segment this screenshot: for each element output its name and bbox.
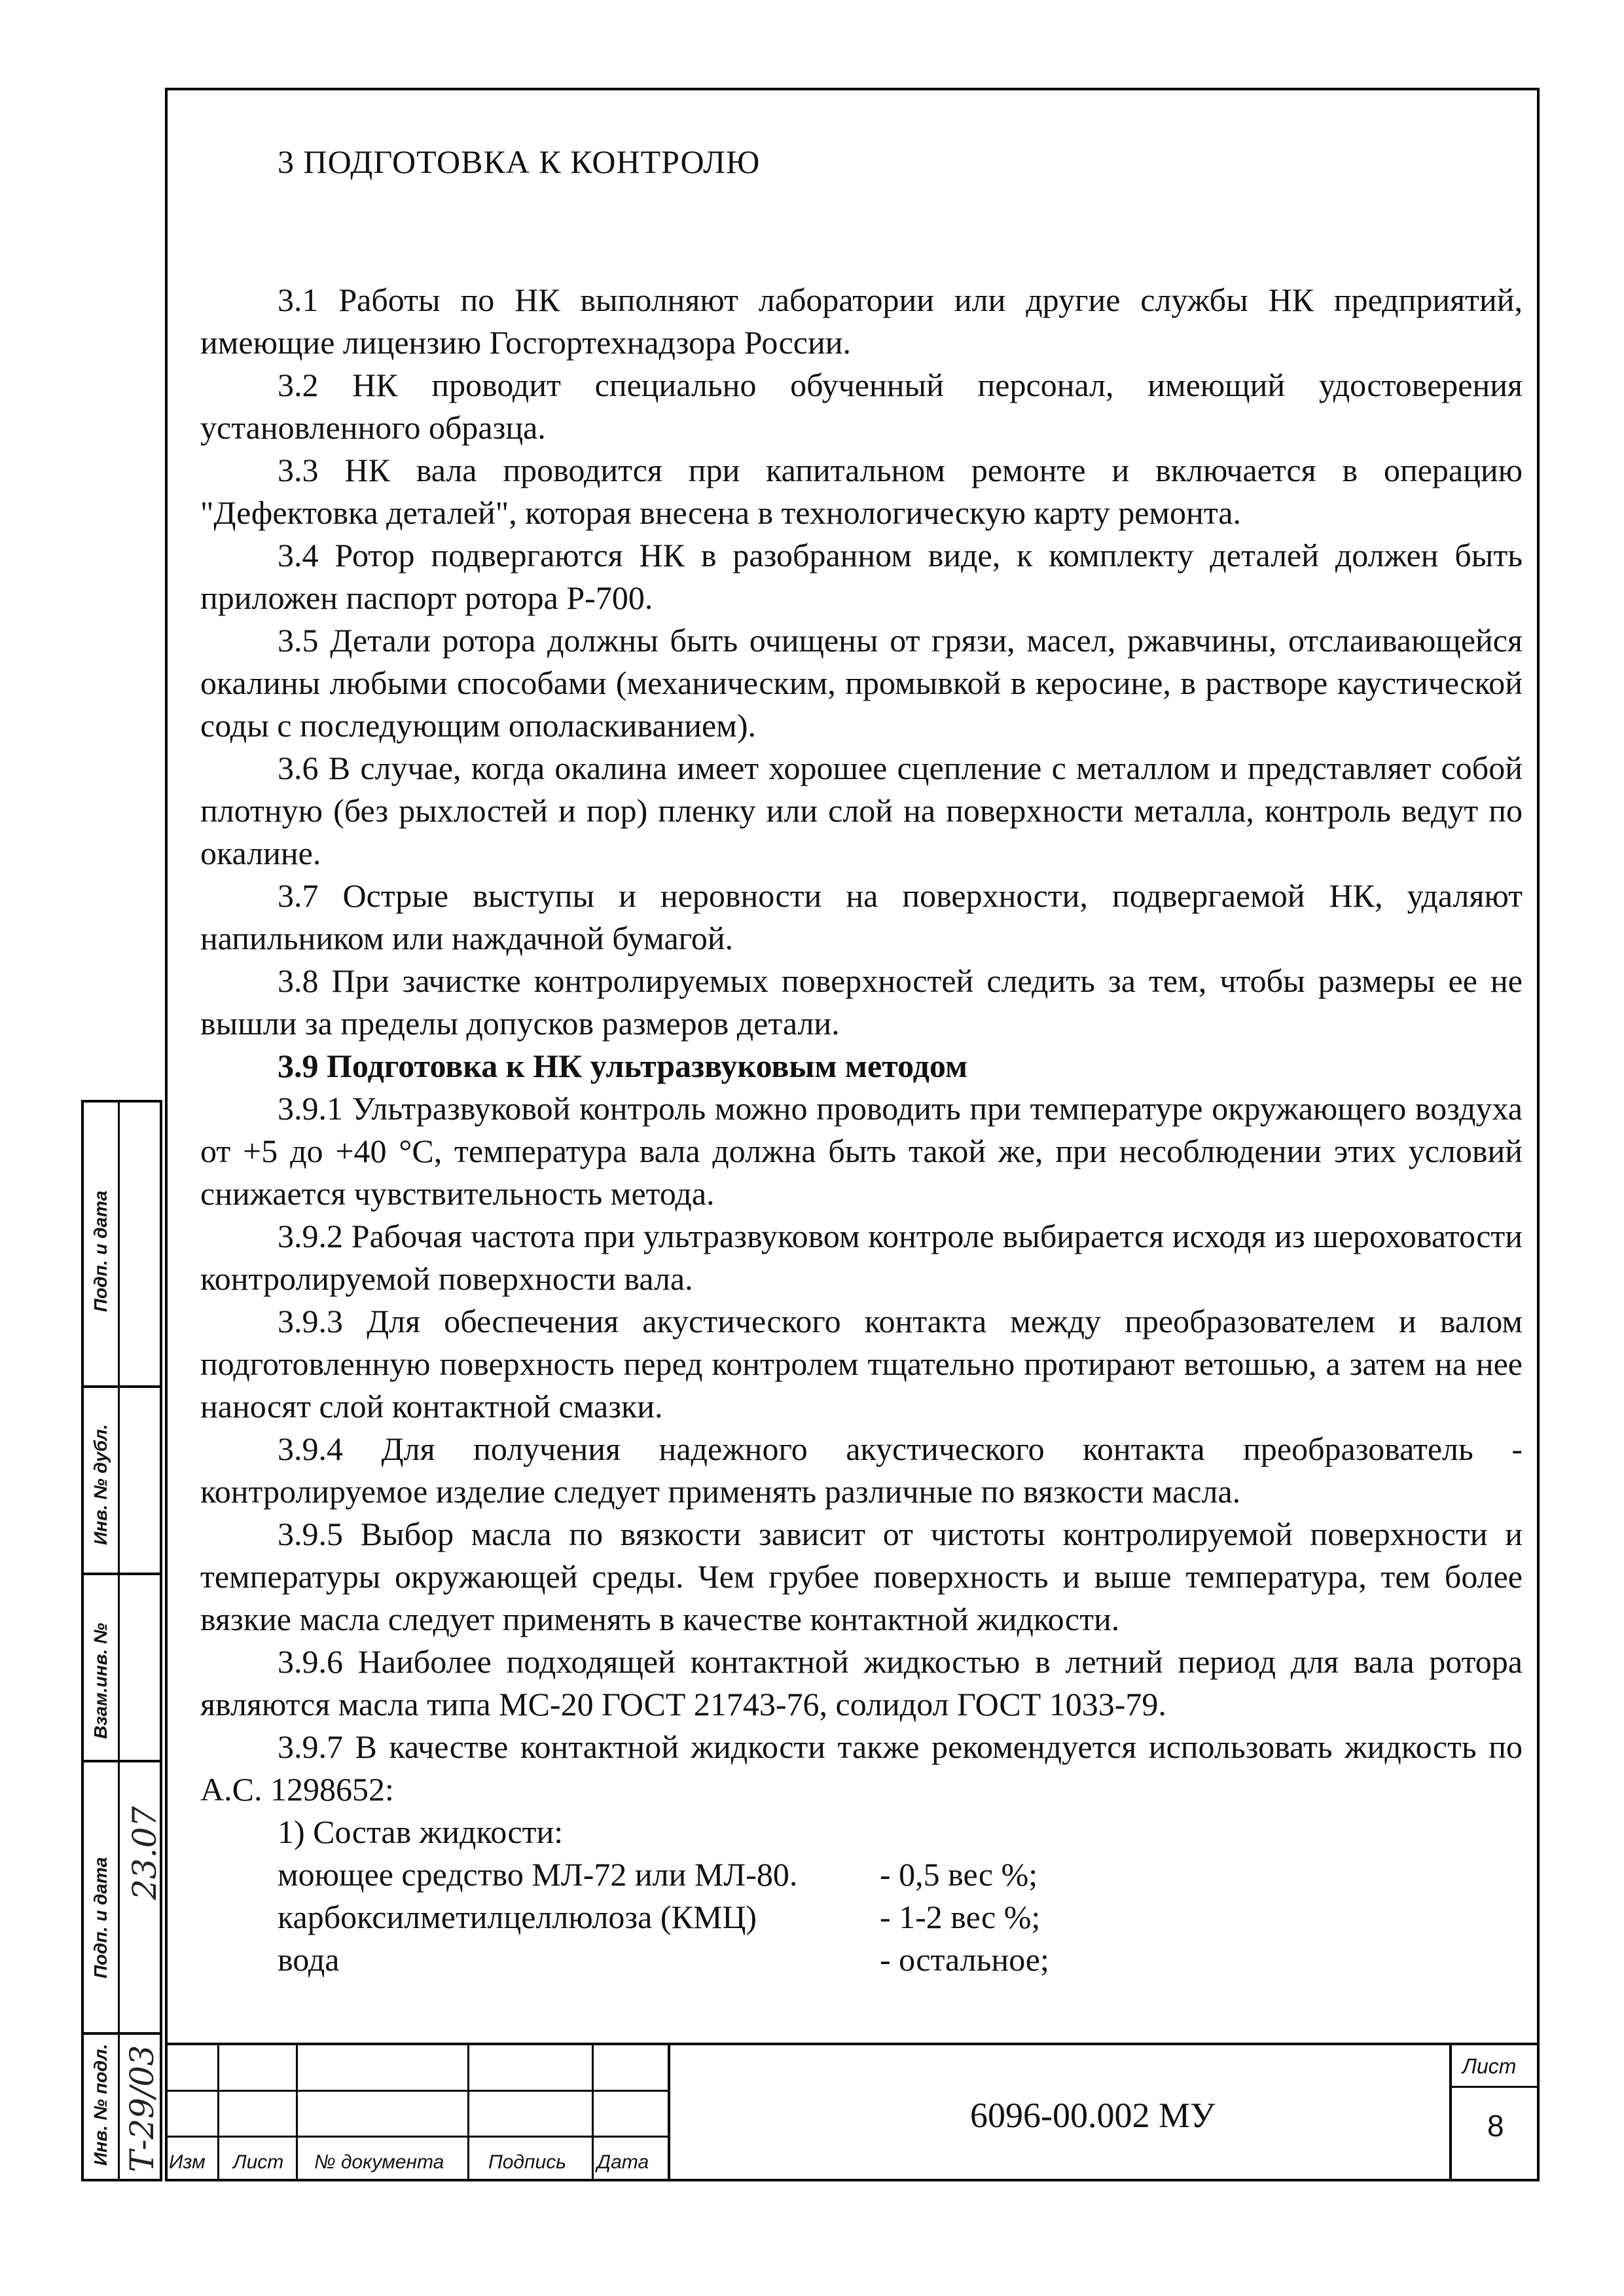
paragraph: 3.9.7 В качестве контактной жидкости также рекомендуется использовать жидкость по А.С. 1298652: [200, 1728, 1523, 1808]
paragraph: 3.3 НК вала проводится при капитальном ремонте и включается в операцию "Дефектовка деталей", которая внесена в технологическую карту ремонта. [200, 452, 1523, 531]
subsection-heading: 3.9 Подготовка к НК ультразвуковым методом [278, 1048, 968, 1084]
composition-item-value: - 0,5 вес %; [880, 1856, 1038, 1893]
col-data-label: Дата [597, 2151, 649, 2173]
paragraph: 3.9.2 Рабочая частота при ультразвуковом контроле выбирается исходя из шероховатости контролируемой поверхности вала. [200, 1218, 1523, 1297]
paragraph: 3.9.4 Для получения надежного акустического контакта преобразователь - контролируемое изделие следует применять различные по вязкости масла. [200, 1430, 1523, 1510]
col-list-label: Лист [233, 2151, 284, 2173]
paragraph: 3.1 Работы по НК выполняют лаборатории или другие службы НК предприятий, имеющие лицензию Госгортехнадзора России. [200, 282, 1523, 361]
composition-item [278, 1853, 1523, 1896]
side-label: Инв. № подл. [90, 2043, 111, 2166]
col-podpis-label: Подпись [488, 2151, 566, 2173]
composition-item [278, 1939, 1523, 1981]
side-label: Подп. и дата [90, 1190, 111, 1312]
composition-item-value: - 1-2 вес %; [880, 1899, 1041, 1935]
paragraph: 3.5 Детали ротора должны быть очищены от грязи, масел, ржавчины, отслаивающейся окалины любыми способами (механическим, промывкой в керосине, в растворе каустической соды с последующим ополаскиванием). [200, 622, 1523, 744]
paragraph: 3.9.5 Выбор масла по вязкости зависит от чистоты контролируемой поверхности и температуры окружающей среды. Чем грубее поверхность и выше температура, тем более вязкие масла следует применять в качестве контактной жидкости. [200, 1516, 1523, 1637]
composition-item-name: вода [278, 1941, 340, 1978]
handwritten-inventory-number: Т-29/03 [123, 2045, 161, 2172]
paragraph: 3.9.1 Ультразвуковой контроль можно проводить при температуре окружающего воздуха от +5 до +40 °С, температура вала должна быть такой же, при несоблюдении этих условий снижается чувствительность метода. [200, 1090, 1523, 1212]
side-box-inv-podl [81, 2032, 162, 2181]
composition-title: 1) Состав жидкости: [278, 1813, 564, 1850]
side-box-vzam-inv [81, 1573, 162, 1762]
composition-item [278, 1896, 1523, 1939]
col-doc-label: № документа [314, 2151, 444, 2173]
paragraph: 3.2 НК проводит специально обученный персонал, имеющий удостоверения установленного образца. [200, 367, 1523, 446]
paragraph: 3.8 При зачистке контролируемых поверхностей следить за тем, чтобы размеры ее не вышли за пределы допусков размеров детали. [200, 962, 1523, 1042]
side-label: Взам.инв. № [90, 1622, 111, 1739]
sheet-label: Лист [1462, 2054, 1517, 2078]
side-label: Подп. и дата [90, 1857, 111, 1978]
document-code: 6096-00.002 МУ [970, 2096, 1216, 2135]
paragraph: 3.6 В случае, когда окалина имеет хорошее сцепление с металлом и представляет собой плотную (без рыхлостей и пор) пленку или слой на поверхности металла, контроль ведут по окалине. [200, 750, 1523, 871]
paragraph: 3.7 Острые выступы и неровности на поверхности, подвергаемой НК, удаляют напильником или наждачной бумагой. [200, 877, 1523, 957]
side-label: Инв. № дубл. [90, 1424, 111, 1545]
sheet-number: 8 [1487, 2109, 1504, 2143]
side-box-podp-data-top [81, 1100, 162, 1388]
title-block [165, 2043, 1540, 2181]
section-heading: 3 ПОДГОТОВКА К КОНТРОЛЮ [278, 143, 761, 180]
side-box-podp-data-bottom [81, 1760, 162, 2035]
composition-item-name: моющее средство МЛ-72 или МЛ-80. [278, 1856, 798, 1893]
paragraph: 3.9.3 Для обеспечения акустического контакта между преобразователем и валом подготовленную поверхность перед контролем тщательно протирают ветошью, а затем на нее наносят слой контактной смазки. [200, 1303, 1523, 1425]
composition-item-value: - остальное; [880, 1941, 1049, 1978]
handwritten-signature-date: 23.07 [126, 1806, 164, 1900]
document-body [200, 143, 1523, 1981]
side-box-inv-dubl [81, 1385, 162, 1575]
col-izm-label: Изм [169, 2151, 206, 2173]
paragraph: 3.4 Ротор подвергаются НК в разобранном виде, к комплекту деталей должен быть приложен паспорт ротора Р-700. [200, 537, 1523, 616]
paragraph: 3.9.6 Наиболее подходящей контактной жидкостью в летний период для вала ротора являются масла типа МС-20 ГОСТ 21743-76, солидол ГОСТ 1033-79. [200, 1643, 1523, 1722]
paragraph-list [200, 279, 1523, 1811]
composition-item-name: карбоксилметилцеллюлоза (КМЦ) [278, 1899, 757, 1935]
